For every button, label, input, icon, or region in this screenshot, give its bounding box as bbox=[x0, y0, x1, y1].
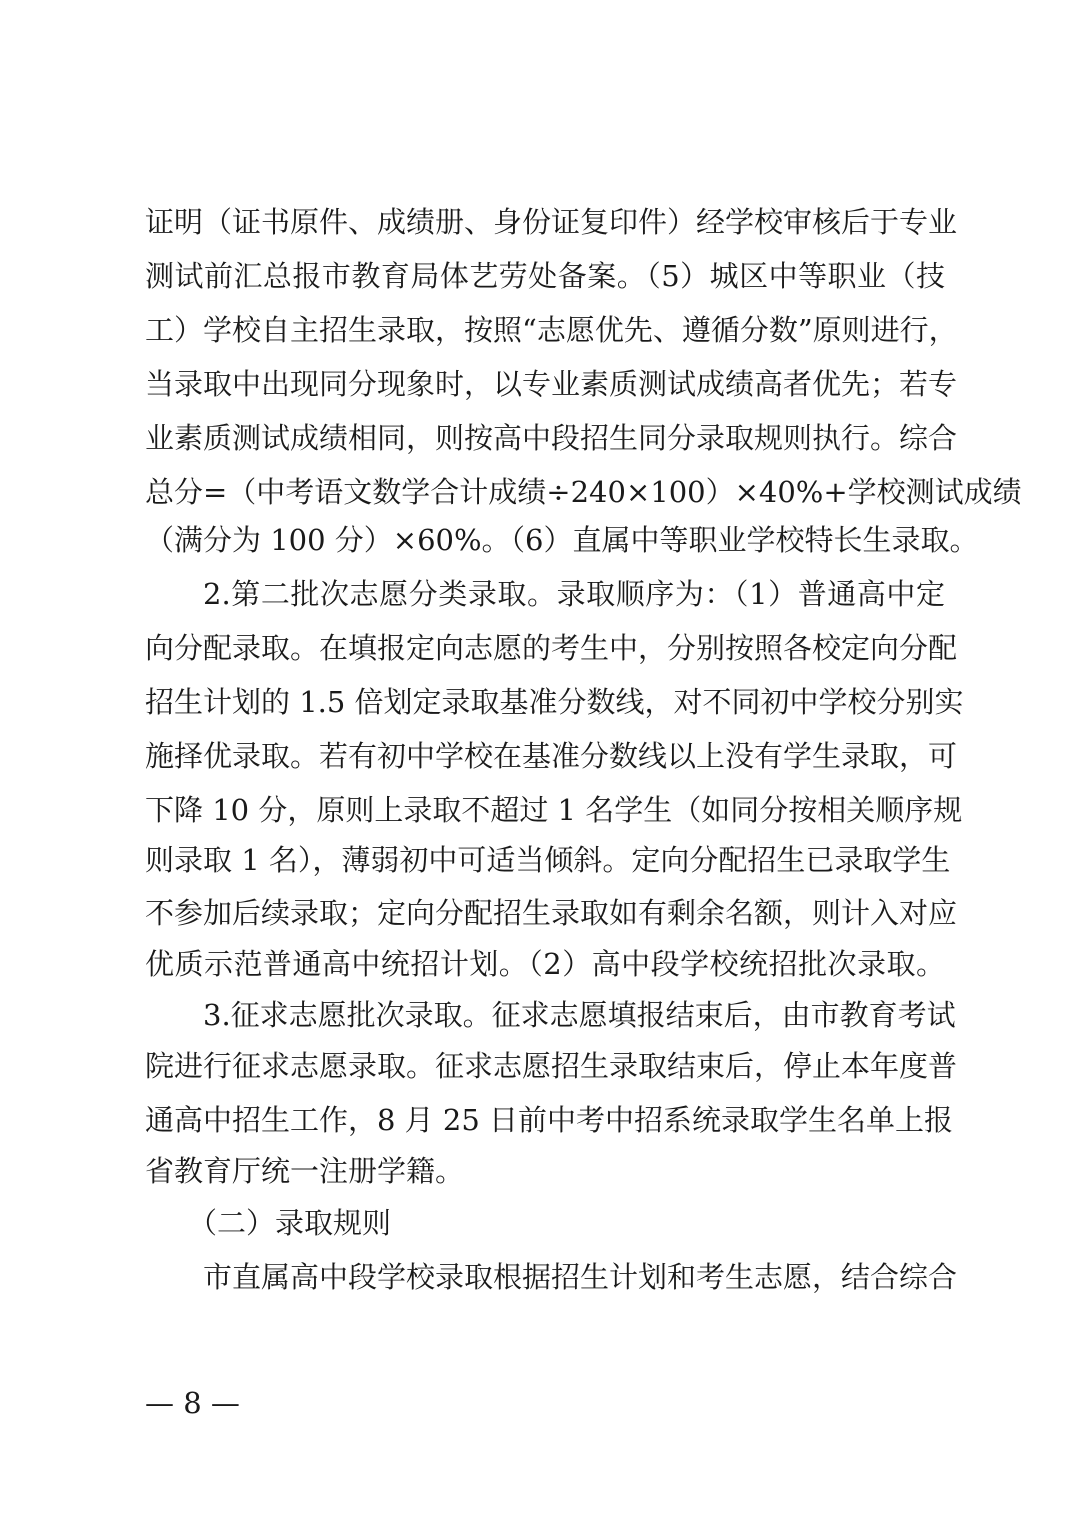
paragraph-start-line: 市直属高中段学校录取根据招生计划和考生志愿，结合综合 bbox=[203, 1260, 958, 1294]
text-line: 总分=（中考语文数学合计成绩÷240×100）×40%+学校测试成绩 bbox=[145, 475, 1022, 509]
paragraph-start-line: 2.第二批次志愿分类录取。录取顺序为：（1）普通高中定 bbox=[203, 577, 945, 611]
text-line: 则录取 1 名），薄弱初中可适当倾斜。定向分配招生已录取学生 bbox=[145, 843, 951, 877]
page-number: — 8 — bbox=[145, 1386, 240, 1420]
text-line: 不参加后续录取；定向分配招生录取如有剩余名额，则计入对应 bbox=[145, 896, 958, 930]
text-line: 招生计划的 1.5 倍划定录取基准分数线，对不同初中学校分别实 bbox=[145, 685, 964, 719]
text-line: 当录取中出现同分现象时，以专业素质测试成绩高者优先；若专 bbox=[145, 367, 958, 401]
text-line: 院进行征求志愿录取。征求志愿招生录取结束后，停止本年度普 bbox=[145, 1049, 958, 1083]
text-line: 向分配录取。在填报定向志愿的考生中，分别按照各校定向分配 bbox=[145, 631, 958, 665]
text-line: 工）学校自主招生录取，按照“志愿优先、遵循分数”原则进行， bbox=[145, 313, 958, 347]
text-line: 证明（证书原件、成绩册、身份证复印件）经学校审核后于专业 bbox=[145, 205, 958, 239]
text-line: 下降 10 分，原则上录取不超过 1 名学生（如同分按相关顺序规 bbox=[145, 793, 963, 827]
text-line: 测试前汇总报市教育局体艺劳处备案。（5）城区中等职业（技 bbox=[145, 259, 945, 293]
text-line: 省教育厅统一注册学籍。 bbox=[145, 1154, 465, 1188]
text-line: 施择优录取。若有初中学校在基准分数线以上没有学生录取，可 bbox=[145, 739, 958, 773]
text-line: （满分为 100 分）×60%。（6）直属中等职业学校特长生录取。 bbox=[145, 523, 979, 557]
text-line: 业素质测试成绩相同，则按高中段招生同分录取规则执行。综合 bbox=[145, 421, 958, 455]
paragraph-start-line: 3.征求志愿批次录取。征求志愿填报结束后，由市教育考试 bbox=[203, 998, 956, 1032]
text-line: 通高中招生工作，8 月 25 日前中考中招系统录取学生名单上报 bbox=[145, 1103, 954, 1137]
text-line: 优质示范普通高中统招计划。（2）高中段学校统招批次录取。 bbox=[145, 947, 945, 981]
section-heading: （二）录取规则 bbox=[188, 1206, 392, 1240]
